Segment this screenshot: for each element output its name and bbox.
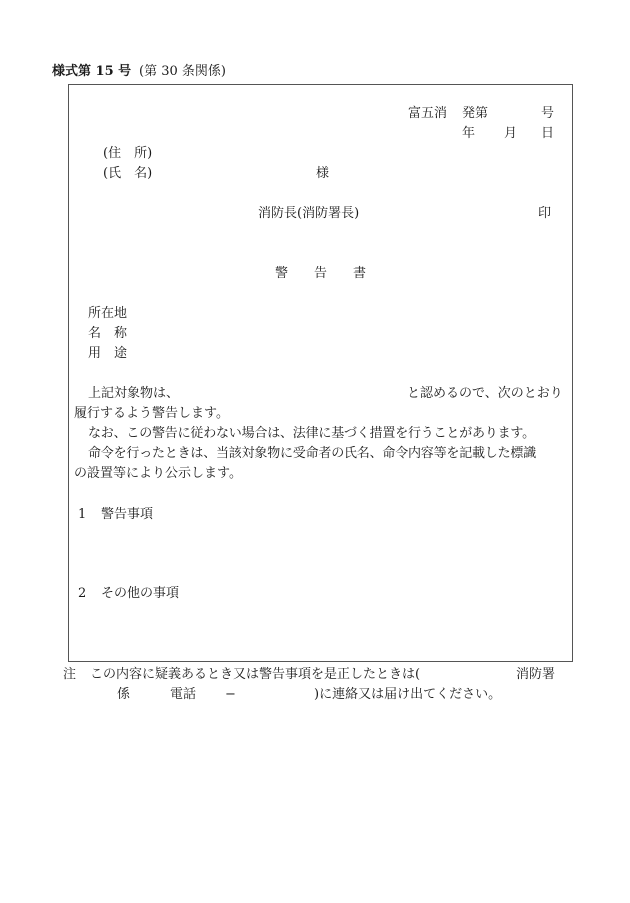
form-number: 様式第 15 号	[52, 64, 132, 79]
body-line-2: 履行するよう警告します。	[74, 406, 229, 421]
item-2-label: その他の事項	[101, 586, 180, 601]
body-line-1-end: と認めるので、次のとおり	[407, 386, 563, 401]
body-line-3: なお、この警告に従わない場合は、法律に基づく措置を行うことがあります。	[88, 426, 535, 441]
issuer-title: 消防長(消防署長)	[258, 206, 360, 221]
note-line-2-end: )に連絡又は届け出てください。	[314, 687, 502, 702]
name-label: (氏 名)	[103, 166, 153, 181]
seal-mark: 印	[538, 206, 552, 221]
location-label: 所在地	[88, 306, 128, 321]
issue-number-prefix: 発第	[462, 106, 489, 121]
item-1-number: 1	[78, 507, 87, 522]
document-title: 警 告 書	[275, 266, 367, 281]
note-kakari: 係	[117, 687, 131, 702]
date-day: 日	[541, 126, 555, 141]
issue-number-suffix: 号	[541, 106, 555, 121]
body-line-5: の設置等により公示します。	[74, 466, 242, 481]
item-1-label: 警告事項	[101, 507, 154, 522]
note-line-1: この内容に疑義あるとき又は警告事項を是正したときは(	[90, 667, 421, 682]
date-month: 月	[504, 126, 518, 141]
object-name-label: 名 称	[88, 326, 128, 341]
use-label: 用 途	[88, 346, 128, 361]
note-phone-label: 電話	[170, 687, 197, 702]
date-year: 年	[462, 126, 476, 141]
note-prefix: 注	[63, 667, 77, 682]
address-label: (住 所)	[103, 146, 153, 161]
issuing-office: 富五消	[408, 106, 448, 121]
note-fire-station: 消防署	[516, 667, 556, 682]
body-line-1-start: 上記対象物は、	[88, 386, 180, 401]
item-2-number: 2	[78, 586, 87, 601]
honorific: 様	[316, 166, 330, 181]
body-line-4: 命令を行ったときは、当該対象物に受命者の氏名、命令内容等を記載した標識	[88, 446, 537, 461]
form-relation: (第 30 条関係)	[139, 64, 226, 79]
note-phone-dash: −	[225, 687, 236, 702]
